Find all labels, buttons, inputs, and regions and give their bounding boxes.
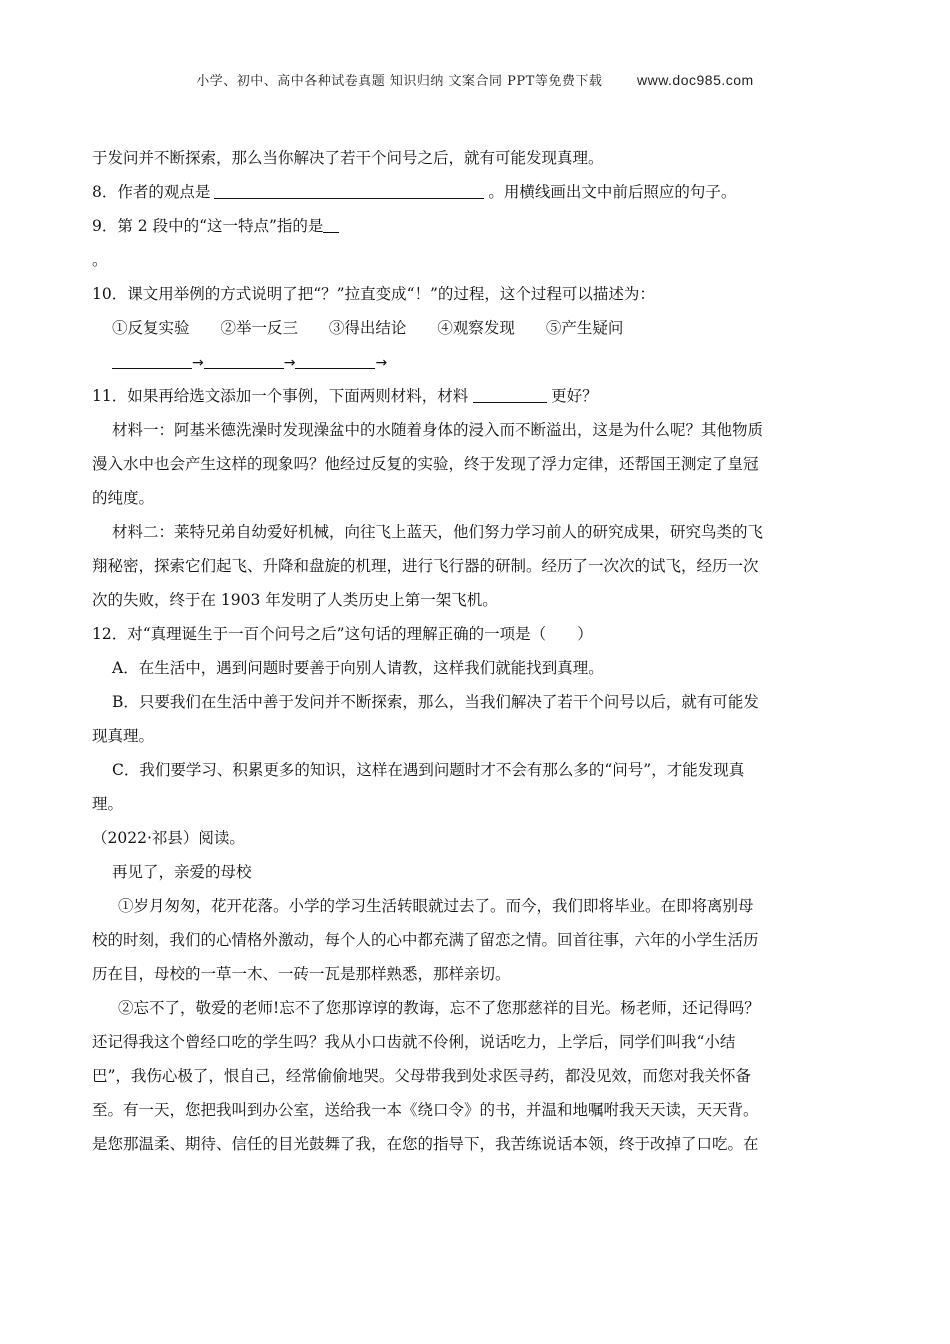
prev-question-tail: 于发问并不断探索，那么当你解决了若干个问号之后，就有可能发现真理。 [92, 149, 604, 167]
reading-source: （2022·祁县）阅读。 [92, 829, 245, 847]
q10-option: ③得出结论 [328, 319, 407, 337]
header-title: 小学、初中、高中各种试卷真题 知识归纳 文案合同 PPT等免费下载 [196, 74, 603, 89]
q10-option: ⑤产生疑问 [545, 319, 624, 337]
reading-paragraph-2-line: 是您那温柔、期待、信任的目光鼓舞了我，在您的指导下，我苦练说话本领，终于改掉了口吃。在 [92, 1135, 759, 1153]
reading-paragraph-2-line: 至。有一天，您把我叫到办公室，送给我一本《绕口令》的书，并温和地嘱咐我天天读，天天背。 [92, 1101, 759, 1119]
reading-paragraph-2-line: ②忘不了，敬爱的老师!忘不了您那谆谆的教诲，忘不了您那慈祥的目光。杨老师，还记得吗？ [118, 999, 760, 1017]
document-body [92, 141, 854, 1161]
q11-material-2-line: 次的失败，终于在 1903 年发明了人类历史上第一架飞机。 [92, 591, 498, 609]
q12-option-b-cont: 现真理。 [92, 727, 155, 745]
question-8: 8．作者的观点是 。用横线画出文中前后照应的句子。 [92, 175, 854, 209]
q10-option: ②举一反三 [220, 319, 298, 337]
q9-tail: 。 [92, 251, 108, 269]
q10-answer-blank[interactable] [204, 346, 284, 369]
reading-paragraph-2-line: 巴”，我伤心极了，恨自己，经常偷偷地哭。父母带我到处求医寻药，都没见效，而您对我关怀备 [92, 1067, 751, 1085]
q10-answer-blank[interactable] [295, 346, 375, 369]
reading-paragraph-1-line: 校的时刻，我们的心情格外激动，每个人的心中都充满了留恋之情。回首往事，六年的小学生活历 [92, 931, 759, 949]
reading-paragraph-2-line: 还记得我这个曾经口吃的学生吗？我从小口齿就不伶俐，说话吃力，上学后，同学们叫我“小结 [92, 1033, 736, 1051]
reading-title: 再见了，亲爱的母校 [112, 863, 252, 881]
arrow-icon: → [192, 355, 204, 371]
question-10: 10．课文用举例的方式说明了把“？”拉直变成“！”的过程，这个过程可以描述为： [92, 285, 655, 303]
q11-material-1-line: 材料一：阿基米德洗澡时发现澡盆中的水随着身体的浸入而不断溢出，这是为什么呢？其他物质 [112, 421, 764, 439]
arrow-icon: → [283, 355, 296, 371]
q9-answer-blank[interactable] [323, 210, 339, 233]
question-9: 9．第 2 段中的“这一特点”指的是 [92, 209, 854, 243]
q10-options [92, 311, 854, 345]
q10-option: ④观察发现 [437, 319, 515, 337]
q12-option-c-cont: 理。 [92, 795, 124, 813]
reading-paragraph-1-line: ①岁月匆匆，花开花落。小学的学习生活转眼就过去了。而今，我们即将毕业。在即将离别母 [118, 897, 754, 915]
question-11: 11．如果再给选文添加一个事例，下面两则材料，材料 更好？ [92, 379, 854, 413]
question-12: 12．对“真理诞生于一百个问号之后”这句话的理解正确的一项是（ ） [92, 625, 593, 643]
q11-material-1-line: 的纯度。 [92, 489, 155, 507]
q12-option-b[interactable]: B．只要我们在生活中善于发问并不断探索，那么，当我们解决了若干个问号以后，就有可能发 [112, 693, 759, 711]
reading-paragraph-1-line: 历在目，母校的一草一木、一砖一瓦是那样熟悉，那样亲切。 [92, 965, 511, 983]
q11-material-2-line: 翔秘密，探索它们起飞、升降和盘旋的机理，进行飞行器的研制。经历了一次次的试飞，经历一次 [92, 557, 759, 575]
q11-material-1-line: 漫入水中也会产生这样的现象吗？他经过反复的实验，终于发现了浮力定律，还帮国王测定了皇冠 [92, 455, 759, 473]
arrow-icon: → [375, 355, 388, 371]
q12-option-a[interactable]: A．在生活中，遇到问题时要善于向别人请教，这样我们就能找到真理。 [112, 659, 604, 677]
q10-option: ①反复实验 [112, 319, 190, 337]
page-header [0, 70, 950, 89]
q11-material-2-line: 材料二：莱特兄弟自幼爱好机械，向往飞上蓝天，他们努力学习前人的研究成果，研究鸟类的飞 [112, 523, 764, 541]
q10-answer-blank[interactable] [112, 346, 192, 369]
q11-answer-blank[interactable] [473, 380, 547, 403]
q8-answer-blank[interactable] [214, 176, 484, 199]
q10-answer-sequence [92, 345, 854, 379]
header-site-link[interactable]: www.doc985.com [636, 72, 754, 88]
q12-option-c[interactable]: C．我们要学习、积累更多的知识，这样在遇到问题时才不会有那么多的“问号”，才能发现真 [112, 761, 745, 779]
